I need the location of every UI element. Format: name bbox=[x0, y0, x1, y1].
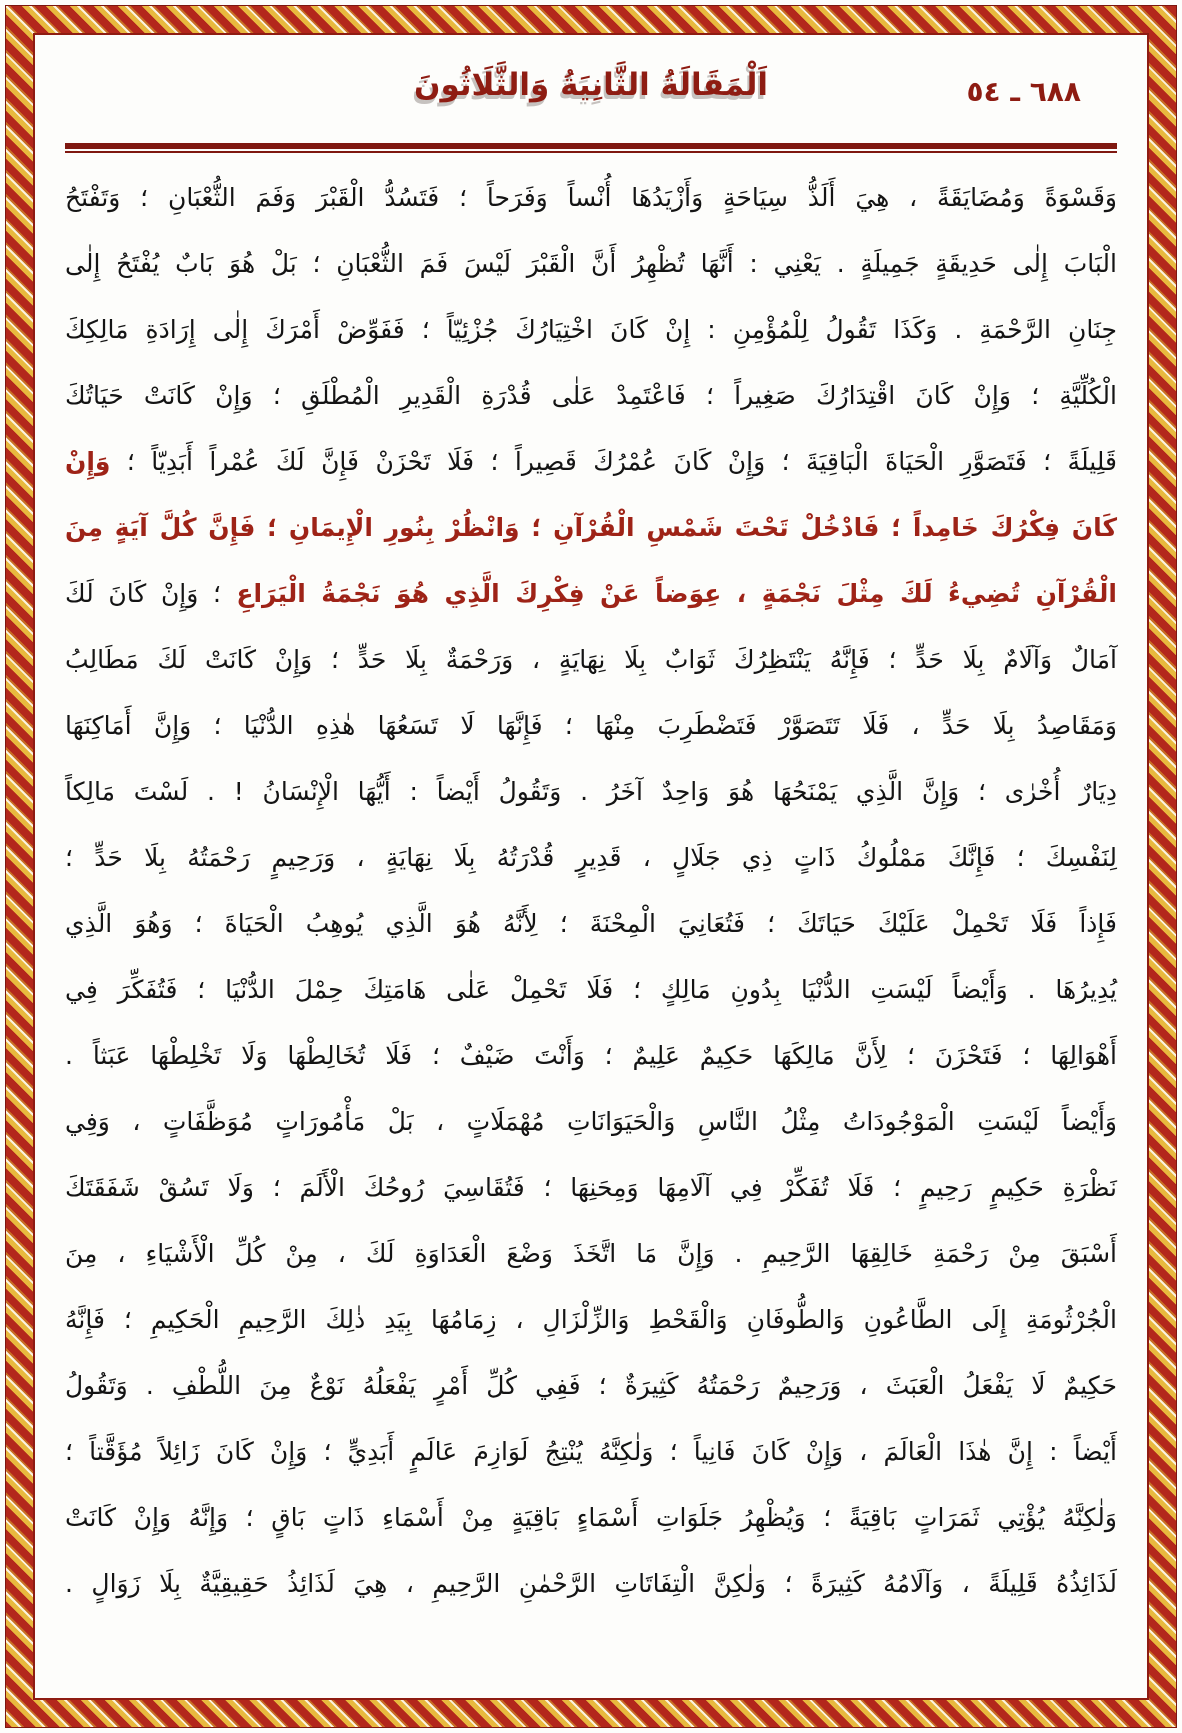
page-number: ٦٨٨ ـ ٥٤ bbox=[966, 75, 1081, 108]
text-line bbox=[65, 231, 1117, 297]
text-segment: أَسْبَقَ مِنْ رَحْمَةِ خَالِقِهَا الرَّحِيمِ . وَإِنَّ مَا اتَّخَذَ وَضْعَ الْعَدَاوَةِ لَكَ ، مِنْ كُلِّ الْأَشْيَاءِ ، مِنَ bbox=[65, 1239, 1117, 1268]
text-line bbox=[65, 1485, 1117, 1551]
text-line bbox=[65, 561, 1117, 627]
text-segment: وَلٰكِنَّهُ يُؤْتِي ثَمَرَاتٍ بَاقِيَةً ؛ وَيُظْهِرُ جَلَوَاتِ أَسْمَاءٍ بَاقِيَةٍ مِنْ أَسْمَاءِ ذَاتٍ بَاقٍ ؛ وَإِنَّهُ وَإِنْ كَانَتْ bbox=[65, 1503, 1117, 1532]
text-line bbox=[65, 957, 1117, 1023]
text-line bbox=[65, 891, 1117, 957]
inner-border bbox=[33, 33, 1149, 1700]
text-segment: آمَالٌ وَآلَامٌ بِلَا حَدٍّ ؛ فَإِنَّهُ يَنْتَظِرُكَ ثَوَابٌ بِلَا نِهَايَةٍ ، وَرَحْمَةٌ بِلَا حَدٍّ ؛ وَإِنْ كَانَتْ لَكَ مَطَالِبُ bbox=[65, 645, 1117, 674]
text-segment: نَظْرَةِ حَكِيمٍ رَحِيمٍ ؛ فَلَا تُفَكِّرْ فِي آلَامِهَا وَمِحَنِهَا ؛ فَتُقَاسِيَ رُوحُكَ الْأَلَمَ ؛ وَلَا تَسُقْ شَفَقَتَكَ bbox=[65, 1173, 1117, 1202]
text-line bbox=[65, 1419, 1117, 1485]
text-line bbox=[65, 363, 1117, 429]
red-text-segment: الْقُرْآنِ تُضِيءُ لَكَ مِثْلَ نَجْمَةٍ ، عِوَضاً عَنْ فِكْرِكَ الَّذِي هُوَ نَجْمَةُ الْيَرَاعِ bbox=[220, 579, 1118, 608]
text-line bbox=[65, 693, 1117, 759]
red-text-segment: كَانَ فِكْرُكَ خَامِداً ؛ فَادْخُلْ تَحْتَ شَمْسِ الْقُرْآنِ ؛ وَانْظُرْ بِنُورِ الْإِيمَانِ ؛ فَإِنَّ كُلَّ آيَةٍ مِنَ bbox=[65, 513, 1117, 542]
text-segment: ؛ وَإِنْ كَانَ لَكَ bbox=[65, 579, 221, 608]
ornamental-border bbox=[5, 5, 1177, 1728]
text-segment: جِنَانِ الرَّحْمَةِ . وَكَذَا تَقُولُ لِلْمُؤْمِنِ : إِنْ كَانَ اخْتِيَارُكَ جُزْئِيّاً ؛ فَفَوِّضْ أَمْرَكَ إِلٰى إِرَادَةِ مَالِكِكَ bbox=[65, 315, 1117, 344]
text-line bbox=[65, 1155, 1117, 1221]
red-text-segment: وَإِنْ bbox=[65, 447, 111, 476]
text-line bbox=[65, 759, 1117, 825]
text-line bbox=[65, 1353, 1117, 1419]
text-segment: وَأَيْضاً لَيْسَتِ الْمَوْجُودَاتُ مِثْلُ النَّاسِ وَالْحَيَوَانَاتِ مُهْمَلَاتٍ ، بَلْ مَأْمُورَاتٍ مُوَظَّفَاتٍ ، وَفِي bbox=[65, 1107, 1117, 1136]
text-line bbox=[65, 429, 1117, 495]
text-segment: وَمَقَاصِدُ بِلَا حَدٍّ ، فَلَا تَتَصَوَّرْ فَتَضْطَرِبَ مِنْهَا ؛ فَإِنَّهَا لَا تَسَعُهَا هٰذِهِ الدُّنْيَا ؛ وَإِنَّ أَمَاكِنَهَا bbox=[65, 711, 1117, 740]
header-divider bbox=[65, 143, 1117, 153]
page-title: اَلْمَقَالَةُ الثَّانِيَةُ وَالثَّلَاثُونَ bbox=[414, 67, 768, 103]
text-segment: الْكُلِّيَّةِ ؛ وَإِنْ كَانَ اقْتِدَارُكَ صَغِيراً ؛ فَاعْتَمِدْ عَلٰى قُدْرَةِ الْقَدِيرِ الْمُطْلَقِ ؛ وَإِنْ كَانَتْ حَيَاتُكَ bbox=[65, 381, 1117, 410]
text-line bbox=[65, 165, 1117, 231]
text-segment: الْبَابَ إِلٰى حَدِيقَةٍ جَمِيلَةٍ . يَعْنِي : أَنَّهَا تُظْهِرُ أَنَّ الْقَبْرَ لَيْسَ فَمَ الثُّعْبَانِ ؛ بَلْ هُوَ بَابٌ يُفْتَحُ إِلٰى bbox=[65, 249, 1117, 278]
text-segment: فَإِذاً فَلَا تَحْمِلْ عَلَيْكَ حَيَاتَكَ ؛ فَتُعَانِيَ الْمِحْنَةَ ؛ لِأَنَّهُ هُوَ الَّذِي يُوهِبُ الْحَيَاةَ ؛ وَهُوَ الَّذِي bbox=[65, 909, 1117, 938]
text-segment: حَكِيمٌ لَا يَفْعَلُ الْعَبَثَ ، وَرَحِيمٌ رَحْمَتُهُ كَثِيرَةٌ ؛ فَفِي كُلِّ أَمْرٍ يَفْعَلُهُ نَوْعٌ مِنَ اللُّطْفِ . وَتَقُولُ bbox=[65, 1371, 1117, 1400]
body-text bbox=[65, 153, 1117, 1617]
text-segment: دِيَارٌ أُخْرٰى ؛ وَإِنَّ الَّذِي يَمْنَحُهَا هُوَ وَاحِدٌ آخَرُ . وَتَقُولُ أَيْضاً : أَيُّهَا الْإِنْسَانُ ! . لَسْتَ مَالِكاً bbox=[65, 777, 1117, 806]
text-segment: أَيْضاً : إِنَّ هٰذَا الْعَالَمَ ، وَإِنْ كَانَ فَانِياً ؛ وَلٰكِنَّهُ يُنْتِجُ لَوَازِمَ عَالَمٍ أَبَدِيٍّ ؛ وَإِنْ كَانَ زَائِلاً مُؤَقَّتاً ؛ bbox=[65, 1437, 1117, 1466]
text-segment: لَذَائِذُهُ قَلِيلَةً ، وَآلَامُهُ كَثِيرَةً ؛ وَلٰكِنَّ الْتِفَاتَاتِ الرَّحْمٰنِ الرَّحِيمِ ، هِيَ لَذَائِذُ حَقِيقِيَّةٌ بِلَا زَوَالٍ . bbox=[65, 1569, 1117, 1598]
text-line bbox=[65, 825, 1117, 891]
text-segment: يُدِيرُهَا . وَأَيْضاً لَيْسَتِ الدُّنْيَا بِدُونِ مَالِكٍ ؛ فَلَا تَحْمِلْ عَلٰى هَامَتِكَ حِمْلَ الدُّنْيَا ؛ فَتُفَكِّرَ فِي bbox=[65, 975, 1117, 1004]
text-line bbox=[65, 627, 1117, 693]
text-segment: قَلِيلَةً ؛ فَتَصَوَّرِ الْحَيَاةَ الْبَاقِيَةَ ؛ وَإِنْ كَانَ عُمْرُكَ قَصِيراً ؛ فَلَا تَحْزَنْ فَإِنَّ لَكَ عُمْراً أَبَدِيّاً ؛ bbox=[110, 447, 1117, 476]
text-line bbox=[65, 1221, 1117, 1287]
text-line bbox=[65, 1551, 1117, 1617]
text-line bbox=[65, 495, 1117, 561]
text-line bbox=[65, 1287, 1117, 1353]
text-line bbox=[65, 1023, 1117, 1089]
text-segment: أَهْوَالِهَا ؛ فَتَحْزَنَ ؛ لِأَنَّ مَالِكَهَا حَكِيمٌ عَلِيمٌ ؛ وَأَنْتَ ضَيْفٌ ؛ فَلَا تُخَالِطْهَا وَلَا تَخْلِطْهَا عَبَثاً . bbox=[65, 1041, 1117, 1070]
text-segment: وَقَسْوَةً وَمُضَايَقَةً ، هِيَ أَلَذُّ سِيَاحَةٍ وَأَزْيَدُهَا أُنْساً وَفَرَحاً ؛ فَتَسُدُّ الْقَبْرَ وَفَمَ الثُّعْبَانِ ؛ وَتَفْتَحُ bbox=[65, 183, 1117, 212]
text-line bbox=[65, 297, 1117, 363]
text-line bbox=[65, 1089, 1117, 1155]
text-segment: الْجُرْثُومَةِ إِلَى الطَّاعُونِ وَالطُّوفَانِ وَالْقَحْطِ وَالزِّلْزَالِ ، زِمَامُهَا بِيَدِ ذٰلِكَ الرَّحِيمِ الْحَكِيمِ ؛ فَإِنَّهُ bbox=[65, 1305, 1117, 1334]
text-segment: لِنَفْسِكَ ؛ فَإِنَّكَ مَمْلُوكُ ذَاتٍ ذِي جَلَالٍ ، قَدِيرٍ قُدْرَتُهُ بِلَا نِهَايَةٍ ، وَرَحِيمٍ رَحْمَتُهُ بِلَا حَدٍّ ؛ bbox=[65, 843, 1117, 872]
page-header bbox=[65, 51, 1117, 143]
